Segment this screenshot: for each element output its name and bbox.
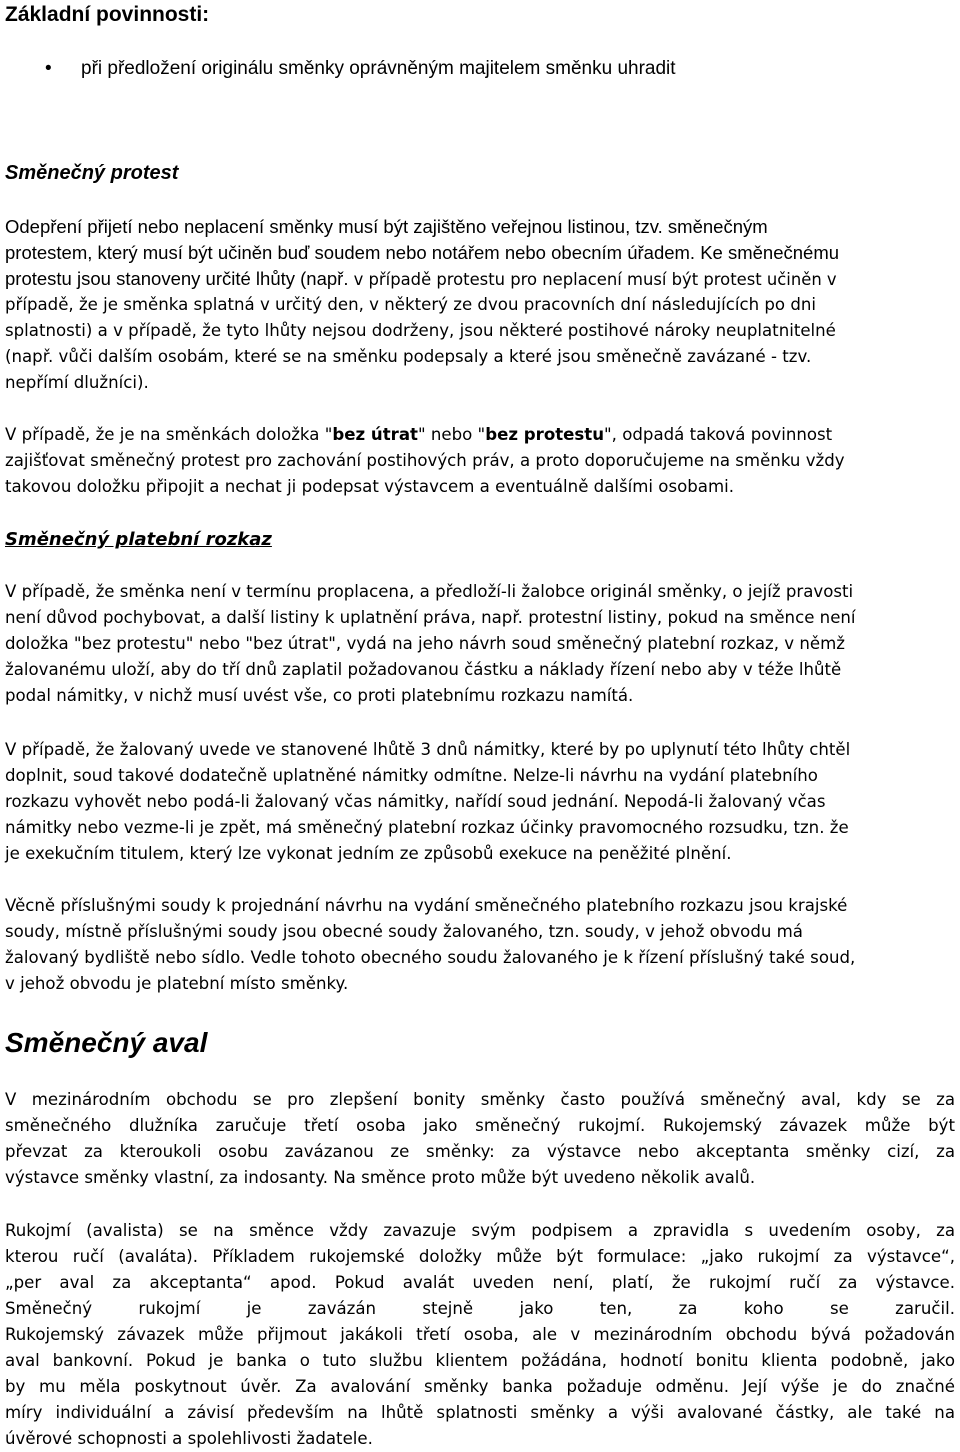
paragraph-aval-2: Rukojmí (avalista) se na směnce vždy zavazuje svým podpisem a zpravidla s uvedením osoby, za kterou ručí (avaláta). Příkladem rukojemské doložky může být formulace: „jako rukojmí za výstavce“, „per aval za akceptanta“ apod. Pokud avalát uveden není, platí, že rukojmí ručí za výstavce. Směnečný rukojmí je zavázán stejně jako ten, za koho se zaručil. Rukojemský závazek může přijmout jakákoli třetí osoba, ale v mezinárodním obchodu bývá požadován aval bankovní. Pokud je banka o tuto službu klientem požádána, hodnotí bonitu klienta podobně, jako by mu měla poskytnout úvěr. Za avalování směnky banka požaduje odměnu. Její výše je do značné míry individuální a závisí především na lhůtě splatnosti směnky a výši avalované částky, ale také na úvěrové schopnosti a spolehlivosti žadatele. (5, 1221, 955, 1448)
paragraph-payment-order-2: V případě, že žalovaný uvede ve stanovené lhůtě 3 dnů námitky, které by po uplynutí této lhůty chtěl doplnit, soud takové dodatečně uplatněné námitky odmítne. Nelze-li návrhu na vydání platebního rozkazu vyhovět nebo podá-li žalovaný včas námitky, nařídí soud jednání. Nepodá-li žalovaný včas námitky nebo vezme-li je zpět, má směnečný platební rozkaz účinky pravomocného rozsudku, tzn. že je exekučním titulem, který lze vykonat jedním ze způsobů exekuce na peněžité plnění. (5, 740, 851, 863)
paragraph-protest-clause: V případě, že je na směnkách doložka "bez útrat" nebo "bez protestu", odpadá taková povinnost zajišťovat směnečný protest pro zachování postihových práv, a proto doporučujeme na směnku vždy takovou doložku připojit a nechat ji podepsat výstavcem a eventuálně dalšími osobami. (5, 425, 845, 496)
paragraph-protest-intro: Odepření přijetí nebo neplacení směnky musí být zajištěno veřejnou listinou, tzv. směnečným protestem, který musí být učiněn buď soudem nebo notářem nebo obecním úřadem. Ke směnečnému protestu jsou stanoveny určité lhůty (např. v případě protestu pro neplacení musí být protest učiněn v (5, 216, 840, 289)
heading-protest: Směnečný protest (5, 162, 179, 184)
heading-payment-order: Směnečný platební rozkaz (5, 529, 272, 550)
paragraph-payment-order-3: Věcně příslušnými soudy k projednání návrhu na vydání směnečného platebního rozkazu jsou krajské soudy, místně příslušnými soudy jsou obecné soudy žalovaného, tzn. soudy, v jehož obvodu má žalovaný bydliště nebo sídlo. Vedle tohoto obecného soudu žalovaného je k řízení příslušný také soud, v jehož obvodu je platební místo směnky. (5, 896, 856, 993)
heading-aval: Směnečný aval (5, 1027, 208, 1058)
paragraph-aval-1: V mezinárodním obchodu se pro zlepšení bonity směnky často používá směnečný aval, kdy se za směnečného dlužníka zaručuje třetí osoba jako směnečný rukojmí. Rukojemský závazek může být převzat za kteroukoli osobu zavázanou ze směnky: za výstavce nebo akceptanta směnky cizí, za výstavce směnky vlastní, za indosanty. Na směnce proto může být uvedeno několik avalů. (5, 1090, 955, 1187)
paragraph-payment-order-1: V případě, že směnka není v termínu proplacena, a předloží-li žalobce originál směnky, o jejíž pravosti není důvod pochybovat, a další listiny k uplatnění práva, např. protestní listiny, pokud na směnce není doložka "bez protestu" nebo "bez útrat", vydá na jeho návrh soud směnečný platební rozkaz, v němž žalovanému uloží, aby do tří dnů zaplatil požadovanou částku a náklady řízení nebo aby v téže lhůtě podal námitky, v nichž musí uvést vše, co proti platebnímu rozkazu namítá. (5, 582, 856, 705)
paragraph-protest-cont: případě, že je směnka splatná v určitý den, v některý ze dvou pracovních dní následujících po dni splatnosti) a v případě, že tyto lhůty nejsou dodrženy, jsou některé postihové nároky neuplatnitelné (např. vůči dalším osobám, které se na směnku podepsaly a které jsou směnečně zavázané - tzv. nepřímí dlužníci). (5, 295, 836, 392)
bullet-icon: • (45, 58, 52, 79)
heading-basic-duties: Základní povinnosti: (5, 3, 210, 26)
